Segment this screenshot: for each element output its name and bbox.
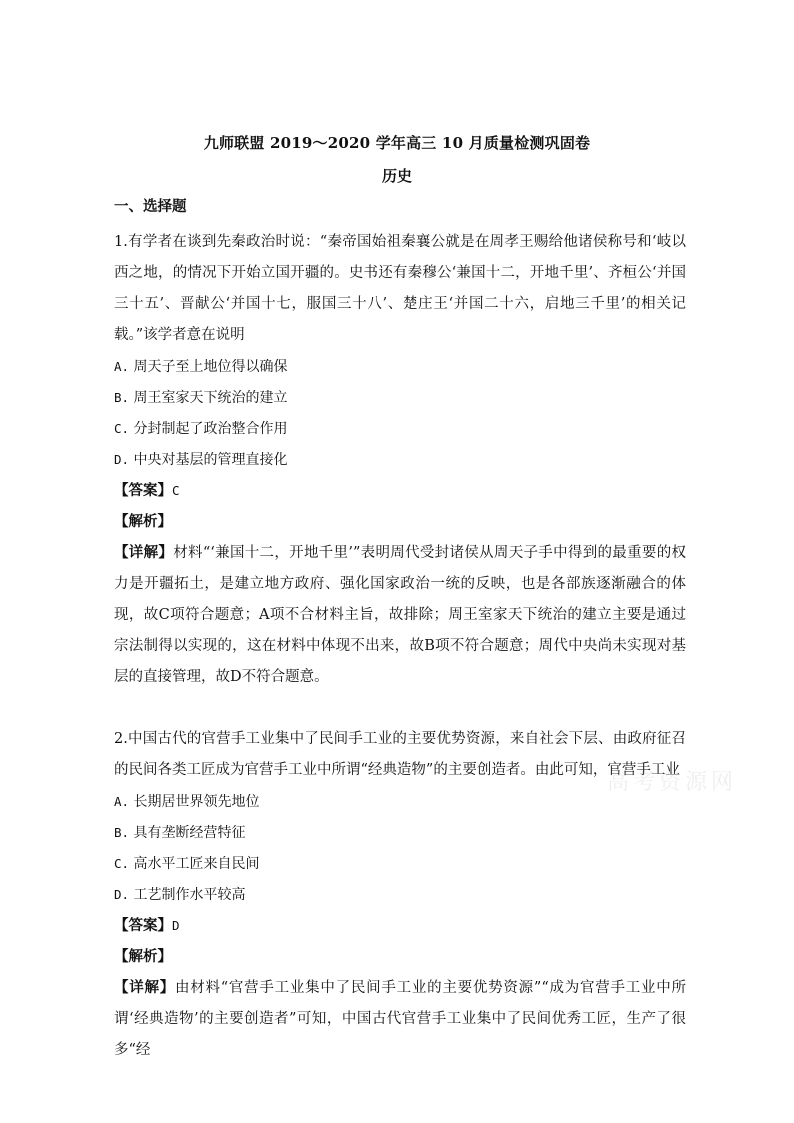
option-letter: B. <box>114 390 130 405</box>
option-d <box>114 444 686 475</box>
option-letter: B. <box>114 825 130 840</box>
option-text: 中央对基层的管理直接化 <box>133 452 288 468</box>
section-heading: 一、选择题 <box>114 198 187 215</box>
analysis-line <box>114 941 686 972</box>
option-text: 长期居世界领先地位 <box>133 794 260 810</box>
option-letter: D. <box>114 887 130 902</box>
detail-label: 【详解】 <box>114 979 175 996</box>
answer-label: 【答案】 <box>114 917 172 934</box>
option-letter: C. <box>114 421 130 436</box>
option-text: 工艺制作水平较高 <box>133 887 246 903</box>
detail-paragraph <box>114 972 686 1066</box>
detail-paragraph <box>114 537 686 693</box>
option-text: 具有垄断经营特征 <box>133 825 246 841</box>
question-stem: 2.中国古代的官营手工业集中了民间手工业的主要优势资源，来自社会下层、由政府征召的民间各类工匠成为官营手工业中所谓“经典造物”的主要创造者。由此可知，官营手工业 <box>114 731 686 778</box>
question-1 <box>114 227 686 693</box>
option-c <box>114 413 686 444</box>
detail-text: 由材料“官营手工业集中了民间手工业的主要优势资源”“成为官营手工业中所谓‘经典造物’的主要创造者”可知，中国古代官营手工业集中了民间优秀工匠，生产了很多“经 <box>114 980 686 1058</box>
option-a <box>114 786 686 817</box>
spacer <box>114 693 686 724</box>
option-letter: D. <box>114 452 130 467</box>
answer-value: C <box>172 483 180 498</box>
option-letter: C. <box>114 856 130 871</box>
option-a <box>114 351 686 382</box>
option-text: 周王室家天下统治的建立 <box>133 390 288 406</box>
analysis-line <box>114 506 686 537</box>
answer-value: D <box>172 918 180 933</box>
document-subject: 历史 <box>381 167 412 185</box>
answer-line <box>114 910 686 941</box>
question-2 <box>114 724 686 1066</box>
document-title: 九师联盟 2019～2020 学年高三 10 月质量检测巩固卷 <box>203 134 591 152</box>
watermark: 高考资源网 <box>607 770 738 795</box>
document-body <box>114 196 686 1066</box>
option-c <box>114 848 686 879</box>
analysis-label: 【解析】 <box>114 513 172 530</box>
answer-line <box>114 475 686 506</box>
option-letter: A. <box>114 794 130 809</box>
answer-label: 【答案】 <box>114 482 172 499</box>
option-text: 分封制起了政治整合作用 <box>133 421 288 437</box>
option-text: 周天子至上地位得以确保 <box>133 359 288 375</box>
detail-text: 材料“‘兼国十二，开地千里’”表明周代受封诸侯从周天子手中得到的最重要的权力是开疆拓土，是建立地方政府、强化国家政治一统的反映，也是各部族逐渐融合的体现，故C项符合题意；A项不合材料主旨，故排除；周王室家天下统治的建立主要是通过宗法制得以实现的，这在材料中体现不出来，故B项不符合题意；周代中央尚未实现对基层的直接管理，故D不符合题意。 <box>114 545 687 685</box>
detail-label: 【详解】 <box>114 544 174 561</box>
option-d <box>114 879 686 910</box>
option-b <box>114 817 686 848</box>
question-stem: 1.有学者在谈到先秦政治时说：“秦帝国始祖秦襄公就是在周孝王赐给他诸侯称号和‘岐以西之地，的情况下开始立国开疆的。史书还有秦穆公‘兼国十二，开地千里’、齐桓公‘并国三十五’、晋献公‘并国十七，服国三十八’、楚庄王‘并国二十六，启地三千里’的相关记载。”该学者意在说明 <box>114 234 686 343</box>
option-letter: A. <box>114 359 130 374</box>
option-text: 高水平工匠来自民间 <box>133 856 260 872</box>
option-b <box>114 382 686 413</box>
analysis-label: 【解析】 <box>114 948 172 965</box>
